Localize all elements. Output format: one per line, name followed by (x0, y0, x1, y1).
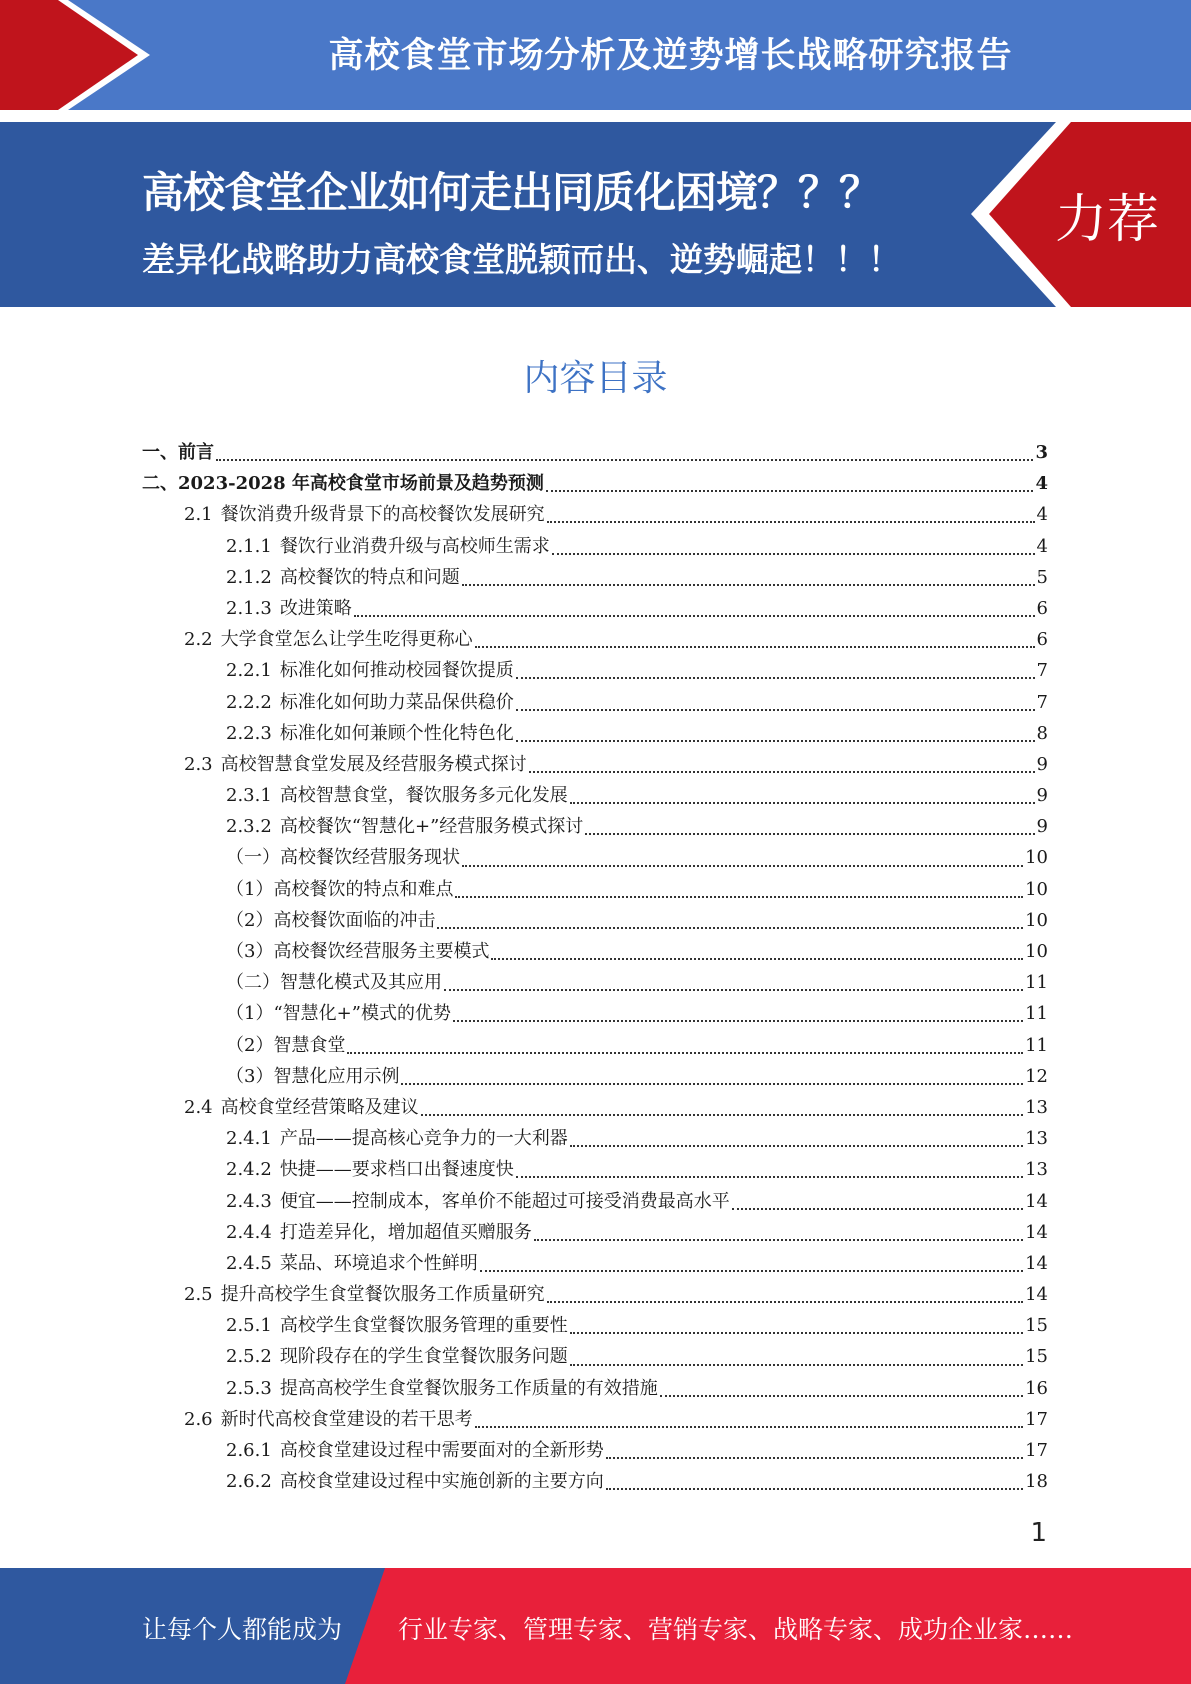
toc-entry[interactable] (142, 687, 1048, 718)
toc-entry-number: 2.3.1 (226, 785, 272, 807)
toc-entry[interactable] (142, 1279, 1048, 1310)
toc-entry-page: 10 (1025, 847, 1048, 869)
toc-dot-leader (585, 832, 1034, 835)
toc-entry-page: 6 (1036, 629, 1048, 651)
toc-entry-page: 11 (1025, 972, 1048, 994)
toc-entry-label: 标准化如何助力菜品保供稳价 (279, 691, 514, 713)
toc-entry[interactable] (142, 1123, 1048, 1154)
toc-entry-page: 14 (1025, 1284, 1048, 1306)
toc-entry-number: 2.1.3 (226, 597, 272, 619)
toc-entry-page: 13 (1025, 1159, 1048, 1181)
toc-entry-number: 2.5.3 (226, 1377, 272, 1399)
toc-entry-page: 10 (1025, 909, 1048, 931)
toc-entry-number: 2.2.2 (226, 691, 272, 713)
toc-entry-label: 高校餐饮的特点和问题 (279, 566, 460, 588)
toc-dot-leader (516, 708, 1035, 711)
toc-entry-number: 2.4 (184, 1096, 213, 1118)
toc-entry-label: 改进策略 (279, 597, 352, 619)
toc-entry-number: 2.4.4 (226, 1221, 272, 1243)
toc-entry-label: 高校学生食堂餐饮服务管理的重要性 (279, 1315, 568, 1337)
headline-question: 高校食堂企业如何走出同质化困境？？？ (142, 168, 881, 217)
toc-entry-page: 17 (1025, 1408, 1048, 1430)
toc-dot-leader (516, 1175, 1023, 1178)
toc-entry-label: （2）高校餐饮面临的冲击 (226, 909, 436, 931)
toc-entry-page: 9 (1036, 785, 1048, 807)
toc-entry[interactable] (142, 1435, 1048, 1466)
recommend-badge-text: 力荐 (1054, 190, 1159, 250)
toc-entry-page: 18 (1025, 1471, 1048, 1493)
toc-entry-label: 餐饮行业消费升级与高校师生需求 (279, 535, 550, 557)
toc-entry-page: 4 (1036, 535, 1048, 557)
toc-entry-number: 2.5 (184, 1284, 213, 1306)
toc-entry[interactable] (142, 531, 1048, 562)
toc-dot-leader (475, 1425, 1023, 1428)
toc-entry[interactable] (142, 655, 1048, 686)
toc-entry-label: （2）智慧食堂 (226, 1034, 346, 1056)
toc-entry-label: 餐饮消费升级背景下的高校餐饮发展研究 (220, 504, 545, 526)
toc-entry-page: 15 (1025, 1315, 1048, 1337)
toc-entry-label: 产品——提高核心竞争力的一大利器 (279, 1128, 568, 1150)
toc-entry[interactable] (142, 1248, 1048, 1279)
toc-dot-leader (570, 1363, 1023, 1366)
toc-entry-page: 15 (1025, 1346, 1048, 1368)
toc-entry[interactable] (142, 998, 1048, 1029)
toc-entry-label: 便宜——控制成本，客单价不能超过可接受消费最高水平 (279, 1190, 730, 1212)
red-chevron-icon (0, 0, 160, 110)
toc-entry-page: 12 (1025, 1065, 1048, 1087)
toc-entry-label: 高校食堂建设过程中实施创新的主要方向 (279, 1471, 604, 1493)
toc-entry-number: 2.4.1 (226, 1128, 272, 1150)
toc-dot-leader (437, 926, 1023, 929)
toc-dot-leader (462, 864, 1023, 867)
toc-entry-page: 17 (1025, 1440, 1048, 1461)
toc-entry[interactable] (142, 562, 1048, 593)
toc-entry-number: 2.1.1 (226, 535, 272, 557)
headline-answer: 差异化战略助力高校食堂脱颖而出、逆势崛起！！！ (142, 240, 901, 279)
toc-entry-page: 9 (1036, 816, 1048, 838)
toc-dot-leader (732, 1207, 1023, 1210)
toc-dot-leader (480, 1269, 1023, 1272)
toc-entry-label: 高校食堂建设过程中需要面对的全新形势 (279, 1440, 604, 1461)
toc-entry[interactable] (142, 936, 1048, 967)
toc-dot-leader (444, 988, 1023, 991)
toc-entry-page: 9 (1036, 753, 1048, 775)
table-of-contents (142, 437, 1048, 1497)
toc-dot-leader (547, 1300, 1023, 1303)
toc-entry-label: 提高高校学生食堂餐饮服务工作质量的有效措施 (279, 1377, 658, 1399)
toc-dot-leader (570, 801, 1035, 804)
toc-dot-leader (546, 489, 1034, 492)
toc-entry-number: 2.2.1 (226, 660, 272, 682)
toc-entry[interactable] (142, 593, 1048, 624)
toc-entry-label: 现阶段存在的学生食堂餐饮服务问题 (279, 1346, 568, 1368)
footer-banner (0, 1568, 1191, 1684)
toc-entry-label: （1）“智慧化+”模式的优势 (226, 1003, 451, 1025)
headline-banner (0, 122, 1191, 307)
toc-entry[interactable] (142, 1404, 1048, 1435)
toc-entry[interactable] (142, 1092, 1048, 1123)
toc-entry-label: 打造差异化，增加超值买赠服务 (279, 1221, 532, 1243)
toc-entry-label: 一、前言 (142, 442, 214, 463)
toc-entry-label: 标准化如何兼顾个性化特色化 (279, 722, 514, 744)
toc-entry-page: 5 (1036, 566, 1048, 588)
toc-entry-label: 高校食堂经营策略及建议 (220, 1096, 419, 1118)
toc-dot-leader (516, 676, 1035, 679)
toc-entry[interactable] (142, 780, 1048, 811)
toc-dot-leader (660, 1394, 1023, 1397)
toc-entry-page: 16 (1025, 1377, 1048, 1399)
toc-entry[interactable] (142, 1186, 1048, 1217)
toc-entry[interactable] (142, 718, 1048, 749)
toc-entry-label: （1）高校餐饮的特点和难点 (226, 878, 454, 900)
footer-slogan-right: 行业专家、管理专家、营销专家、战略专家、成功企业家…… (398, 1615, 1074, 1644)
toc-entry[interactable] (142, 1310, 1048, 1341)
toc-entry-label: （二）智慧化模式及其应用 (226, 972, 442, 994)
toc-entry[interactable] (142, 842, 1048, 873)
toc-dot-leader (570, 1144, 1023, 1147)
toc-entry[interactable] (142, 1030, 1048, 1061)
toc-entry[interactable] (142, 624, 1048, 655)
page-number: 1 (1030, 1518, 1047, 1548)
toc-entry-label: 高校智慧食堂发展及经营服务模式探讨 (220, 753, 527, 775)
toc-entry-label: 快捷——要求档口出餐速度快 (279, 1159, 514, 1181)
toc-entry-number: 2.5.2 (226, 1346, 272, 1368)
toc-dot-leader (606, 1487, 1023, 1490)
toc-entry[interactable] (142, 905, 1048, 936)
toc-entry-number: 2.1 (184, 504, 213, 526)
toc-entry-page: 14 (1025, 1252, 1048, 1274)
toc-dot-leader (491, 957, 1023, 960)
toc-entry[interactable] (142, 811, 1048, 842)
toc-entry-page: 14 (1025, 1221, 1048, 1243)
toc-entry-page: 4 (1035, 473, 1048, 495)
toc-entry-label: 大学食堂怎么让学生吃得更称心 (220, 629, 473, 651)
toc-entry[interactable] (142, 499, 1048, 530)
toc-dot-leader (606, 1456, 1023, 1459)
toc-entry-page: 13 (1025, 1128, 1048, 1150)
toc-dot-leader (421, 1113, 1023, 1116)
toc-entry-number: 2.3.2 (226, 816, 272, 838)
toc-entry-number: 2.2 (184, 629, 213, 651)
report-title: 高校食堂市场分析及逆势增长战略研究报告 (328, 36, 1013, 76)
toc-entry-number: 2.4.3 (226, 1190, 272, 1212)
toc-entry-number: 2.4.2 (226, 1159, 272, 1181)
toc-entry-page: 3 (1035, 442, 1048, 463)
toc-entry-label: 高校餐饮“智慧化+”经营服务模式探讨 (279, 816, 584, 838)
toc-entry[interactable] (142, 437, 1048, 468)
toc-entry-page: 10 (1025, 941, 1048, 962)
toc-dot-leader (354, 614, 1035, 617)
toc-entry-label: 菜品、环境追求个性鲜明 (279, 1252, 478, 1274)
toc-dot-leader (570, 1331, 1023, 1334)
toc-entry-label: 标准化如何推动校园餐饮提质 (279, 660, 514, 682)
toc-entry[interactable] (142, 1466, 1048, 1497)
toc-entry-page: 7 (1036, 660, 1048, 682)
toc-entry-number: 2.3 (184, 753, 213, 775)
toc-entry[interactable] (142, 1154, 1048, 1185)
footer-slogan-left: 让每个人都能成为 (142, 1615, 343, 1644)
toc-entry-page: 13 (1025, 1096, 1048, 1118)
toc-entry[interactable] (142, 1061, 1048, 1092)
toc-entry-page: 11 (1025, 1034, 1048, 1056)
toc-dot-leader (462, 583, 1035, 586)
toc-entry-number: 2.1.2 (226, 566, 272, 588)
toc-dot-leader (401, 1082, 1023, 1085)
toc-entry[interactable] (142, 749, 1048, 780)
toc-dot-leader (547, 520, 1035, 523)
toc-dot-leader (529, 770, 1035, 773)
toc-entry-number: 2.2.3 (226, 722, 272, 744)
toc-title: 内容目录 (523, 358, 668, 399)
toc-entry[interactable] (142, 874, 1048, 905)
toc-entry-label: （3）高校餐饮经营服务主要模式 (226, 941, 490, 962)
report-header-bar (0, 0, 1191, 110)
toc-entry-number: 2.6.1 (226, 1440, 272, 1461)
toc-entry-page: 10 (1025, 878, 1048, 900)
toc-entry-label: 新时代高校食堂建设的若干思考 (220, 1408, 473, 1430)
toc-dot-leader (453, 1019, 1023, 1022)
toc-entry-page: 11 (1025, 1003, 1048, 1025)
toc-entry-page: 14 (1025, 1190, 1048, 1212)
toc-entry[interactable] (142, 468, 1048, 499)
toc-entry-page: 6 (1036, 597, 1048, 619)
toc-entry[interactable] (142, 1217, 1048, 1248)
toc-dot-leader (475, 645, 1035, 648)
toc-dot-leader (347, 1051, 1023, 1054)
toc-entry-label: 提升高校学生食堂餐饮服务工作质量研究 (220, 1284, 545, 1306)
toc-dot-leader (455, 895, 1023, 898)
toc-entry-number: 2.6.2 (226, 1471, 272, 1493)
toc-entry[interactable] (142, 967, 1048, 998)
toc-entry-number: 2.4.5 (226, 1252, 272, 1274)
toc-dot-leader (552, 552, 1035, 555)
toc-entry[interactable] (142, 1341, 1048, 1372)
toc-entry-label: 高校智慧食堂，餐饮服务多元化发展 (279, 785, 568, 807)
toc-entry-label: 二、2023-2028 年高校食堂市场前景及趋势预测 (142, 473, 544, 495)
toc-entry-page: 7 (1036, 691, 1048, 713)
toc-entry[interactable] (142, 1373, 1048, 1404)
toc-entry-number: 2.5.1 (226, 1315, 272, 1337)
toc-dot-leader (216, 458, 1033, 461)
toc-entry-number: 2.6 (184, 1408, 213, 1430)
toc-dot-leader (534, 1238, 1023, 1241)
toc-entry-page: 8 (1036, 722, 1048, 744)
toc-entry-page: 4 (1036, 504, 1048, 526)
toc-dot-leader (516, 739, 1035, 742)
toc-entry-label: （一）高校餐饮经营服务现状 (226, 847, 460, 869)
toc-entry-label: （3）智慧化应用示例 (226, 1065, 400, 1087)
